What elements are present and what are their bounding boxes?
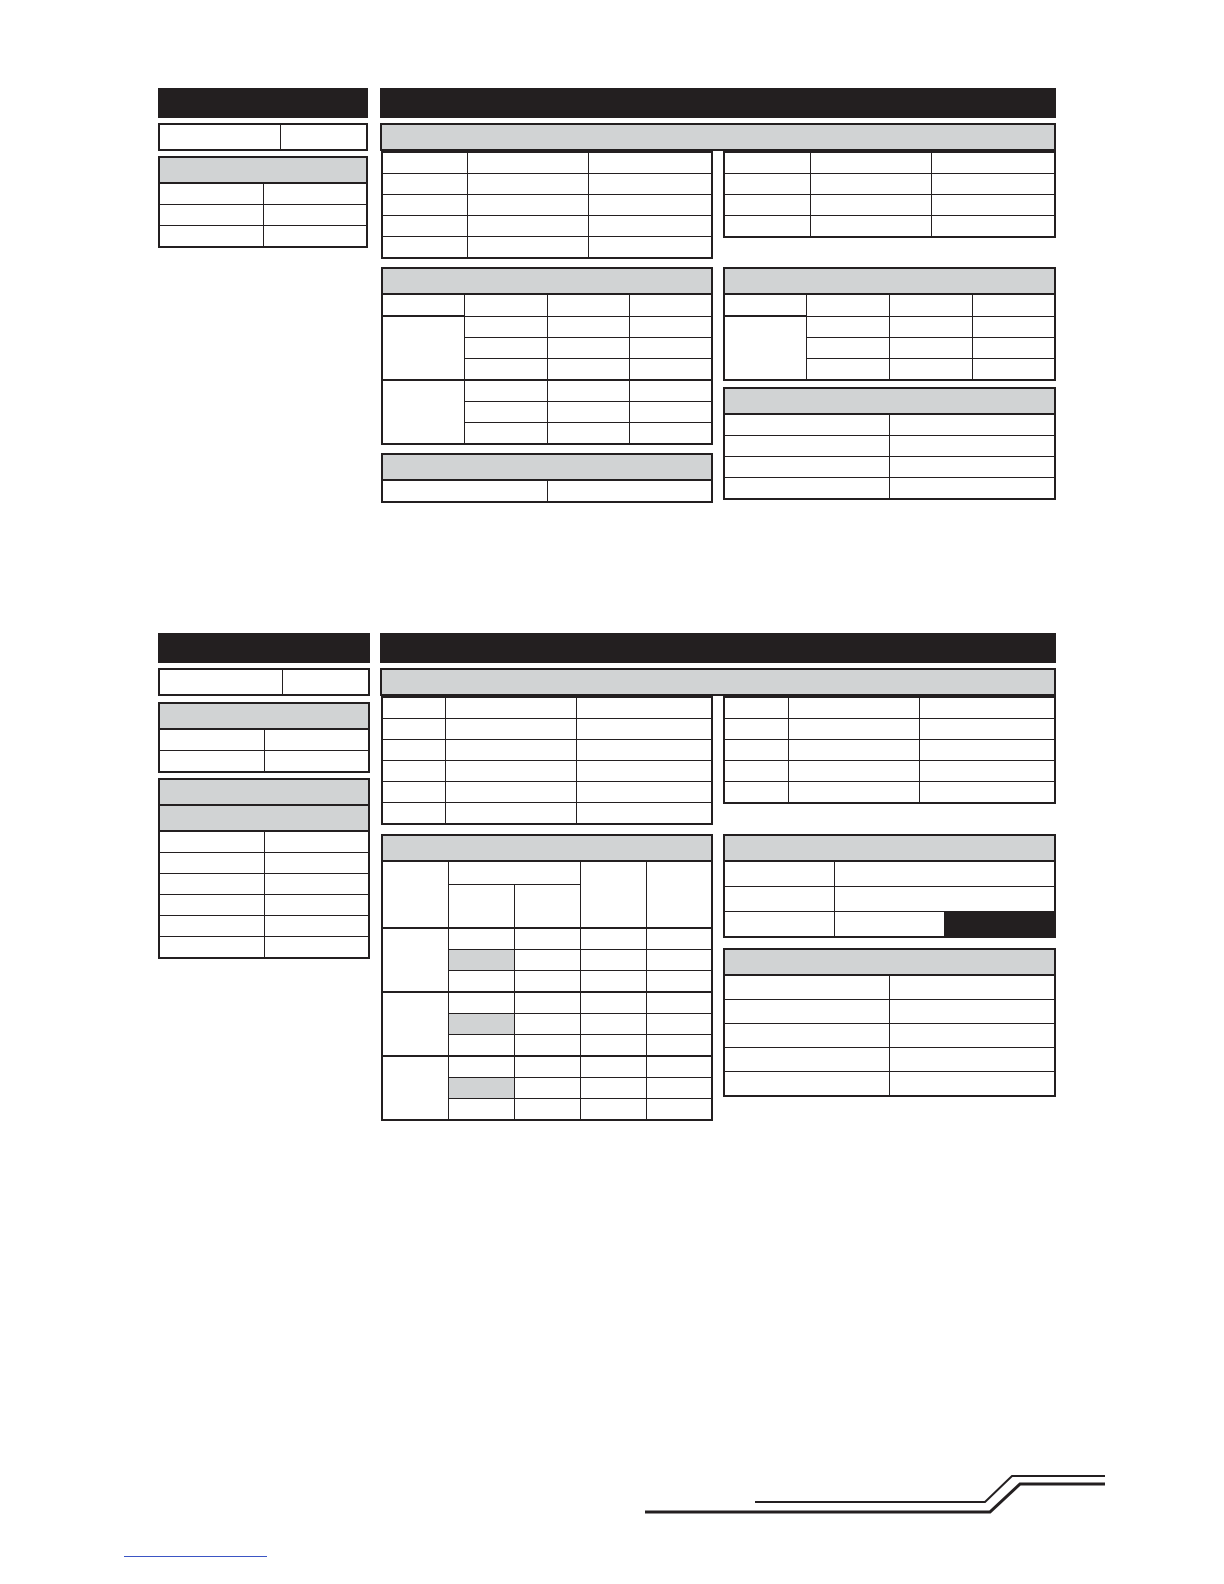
table-row	[724, 975, 1055, 1000]
table-row	[724, 216, 1055, 238]
left-info-section-header	[159, 703, 369, 729]
main-section-bar	[380, 668, 1056, 696]
channel-table-left	[381, 151, 713, 259]
settings-section-header	[724, 835, 1055, 861]
main-header-bar	[380, 633, 1056, 663]
table-row	[724, 1024, 1055, 1048]
table-row	[159, 895, 369, 916]
table-row	[382, 803, 712, 825]
left-list-subheader	[159, 805, 369, 831]
rate-section-header	[382, 268, 712, 294]
table-row	[382, 294, 712, 316]
table-row	[724, 1000, 1055, 1024]
table-row	[724, 719, 1055, 740]
model-name-field	[158, 668, 370, 696]
model-number-cell[interactable]	[281, 124, 368, 150]
table-row	[724, 457, 1055, 478]
table-row	[382, 316, 712, 337]
mix-section-header	[724, 388, 1055, 414]
settings-table-right	[723, 834, 1056, 938]
table-row	[724, 912, 1055, 938]
table-row	[159, 874, 369, 895]
model-name-cell[interactable]	[159, 669, 283, 695]
model-number-cell[interactable]	[283, 669, 370, 695]
left-header-bar	[158, 88, 368, 118]
table-row	[159, 183, 367, 205]
table-row	[382, 174, 712, 195]
table-row	[159, 937, 369, 959]
table-row	[159, 729, 369, 751]
table-row	[724, 1048, 1055, 1072]
rate-table-right	[723, 267, 1056, 381]
rate-section-header	[382, 835, 712, 861]
table-row	[724, 761, 1055, 782]
table-row	[724, 414, 1055, 436]
table-row	[382, 216, 712, 237]
table-row	[724, 782, 1055, 804]
table-row	[724, 740, 1055, 761]
channel-table-right	[723, 151, 1056, 238]
table-row	[724, 1072, 1055, 1097]
table-row	[724, 478, 1055, 500]
table-row	[724, 861, 1055, 887]
table-row	[382, 237, 712, 259]
table-row	[159, 751, 369, 773]
left-header-bar	[158, 633, 370, 663]
black-indicator-cell	[945, 912, 1055, 938]
table-row	[382, 861, 712, 885]
table-row	[382, 697, 712, 719]
small-table-left	[381, 453, 713, 503]
model-name-cell[interactable]	[159, 124, 281, 150]
footer-rule-lower	[645, 1484, 1105, 1512]
footer-rule-upper	[755, 1476, 1105, 1502]
table-row	[724, 152, 1055, 174]
channel-table-left	[381, 696, 713, 825]
table-row	[382, 380, 712, 402]
table-row	[159, 226, 367, 248]
footer-link-underline[interactable]	[124, 1556, 267, 1557]
left-info-table	[158, 702, 370, 773]
left-info-section-header	[159, 157, 367, 183]
table-row	[382, 761, 712, 782]
table-row	[159, 916, 369, 937]
table-row	[724, 887, 1055, 912]
left-list-section-header	[159, 779, 369, 805]
table-row	[382, 1056, 712, 1078]
table-row	[724, 195, 1055, 216]
rate-table-large	[381, 834, 713, 1121]
rate-table-left	[381, 267, 713, 445]
table-row	[724, 697, 1055, 719]
table-row	[724, 174, 1055, 195]
table-row	[724, 436, 1055, 457]
table-row	[382, 195, 712, 216]
options-section-header	[724, 949, 1055, 975]
left-list-table	[158, 778, 370, 959]
small-section-header	[382, 454, 712, 480]
channel-table-right	[723, 696, 1056, 804]
table-row	[159, 831, 369, 853]
main-section-bar	[380, 123, 1056, 151]
table-row	[724, 294, 1055, 316]
table-row	[382, 928, 712, 950]
options-table-right	[723, 948, 1056, 1097]
table-row	[382, 782, 712, 803]
table-row	[382, 992, 712, 1014]
model-name-field	[158, 123, 368, 151]
rate-section-header	[724, 268, 1055, 294]
left-info-table	[158, 156, 368, 248]
table-row	[382, 719, 712, 740]
table-row	[382, 152, 712, 174]
table-row	[159, 205, 367, 226]
main-header-bar	[380, 88, 1056, 118]
footer-decoration	[600, 1470, 1120, 1520]
table-row	[159, 853, 369, 874]
table-row	[724, 316, 1055, 337]
table-row	[382, 480, 712, 502]
mix-table-right	[723, 387, 1056, 500]
table-row	[382, 740, 712, 761]
